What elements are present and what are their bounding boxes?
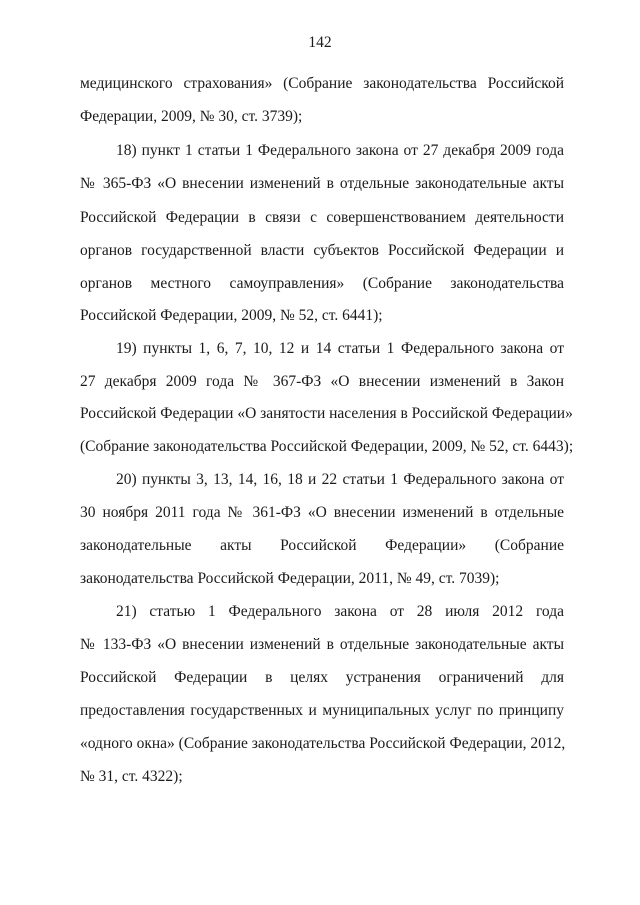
list-item-21-line: 21) статью 1 Федерального закона от 28 июля 2012 года (116, 603, 564, 620)
text-line: органов государственной власти субъектов Российской Федерации и (80, 242, 564, 259)
text-line: 30 ноября 2011 года № 361-ФЗ «О внесении изменений в отдельные (80, 504, 564, 521)
text-line: предоставления государственных и муниципальных услуг по принципу (80, 702, 564, 719)
text-line: медицинского страхования» (Собрание законодательства Российской (80, 75, 564, 92)
list-item-18-line: 18) пункт 1 статьи 1 Федерального закона от 27 декабря 2009 года (116, 142, 564, 159)
text-line: законодательства Российской Федерации, 2011, № 49, ст. 7039); (80, 570, 500, 587)
text-line: № 31, ст. 4322); (80, 768, 183, 785)
text-line: 27 декабря 2009 года № 367-ФЗ «О внесении изменений в Закон (80, 373, 564, 390)
text-line: № 133-ФЗ «О внесении изменений в отдельные законодательные акты (80, 636, 564, 653)
text-line: Российской Федерации «О занятости населения в Российской Федерации» (80, 405, 573, 422)
text-line: Федерации, 2009, № 30, ст. 3739); (80, 108, 303, 125)
text-line: Российской Федерации в связи с совершенствованием деятельности (80, 209, 564, 226)
list-item-20-line: 20) пункты 3, 13, 14, 16, 18 и 22 статьи 1 Федерального закона от (116, 471, 564, 488)
text-line: «одного окна» (Собрание законодательства Российской Федерации, 2012, (80, 735, 566, 752)
text-line: Российской Федерации в целях устранения ограничений для (80, 669, 564, 686)
text-line: (Собрание законодательства Российской Федерации, 2009, № 52, ст. 6443); (80, 438, 574, 455)
page-number: 142 (308, 34, 332, 51)
list-item-19-line: 19) пункты 1, 6, 7, 10, 12 и 14 статьи 1 Федерального закона от (116, 340, 564, 357)
text-line: № 365-ФЗ «О внесении изменений в отдельные законодательные акты (80, 175, 564, 192)
text-line: Российской Федерации, 2009, № 52, ст. 6441); (80, 307, 383, 324)
text-line: органов местного самоуправления» (Собрание законодательства (80, 275, 564, 292)
text-line: законодательные акты Российской Федерации» (Собрание (80, 537, 564, 554)
